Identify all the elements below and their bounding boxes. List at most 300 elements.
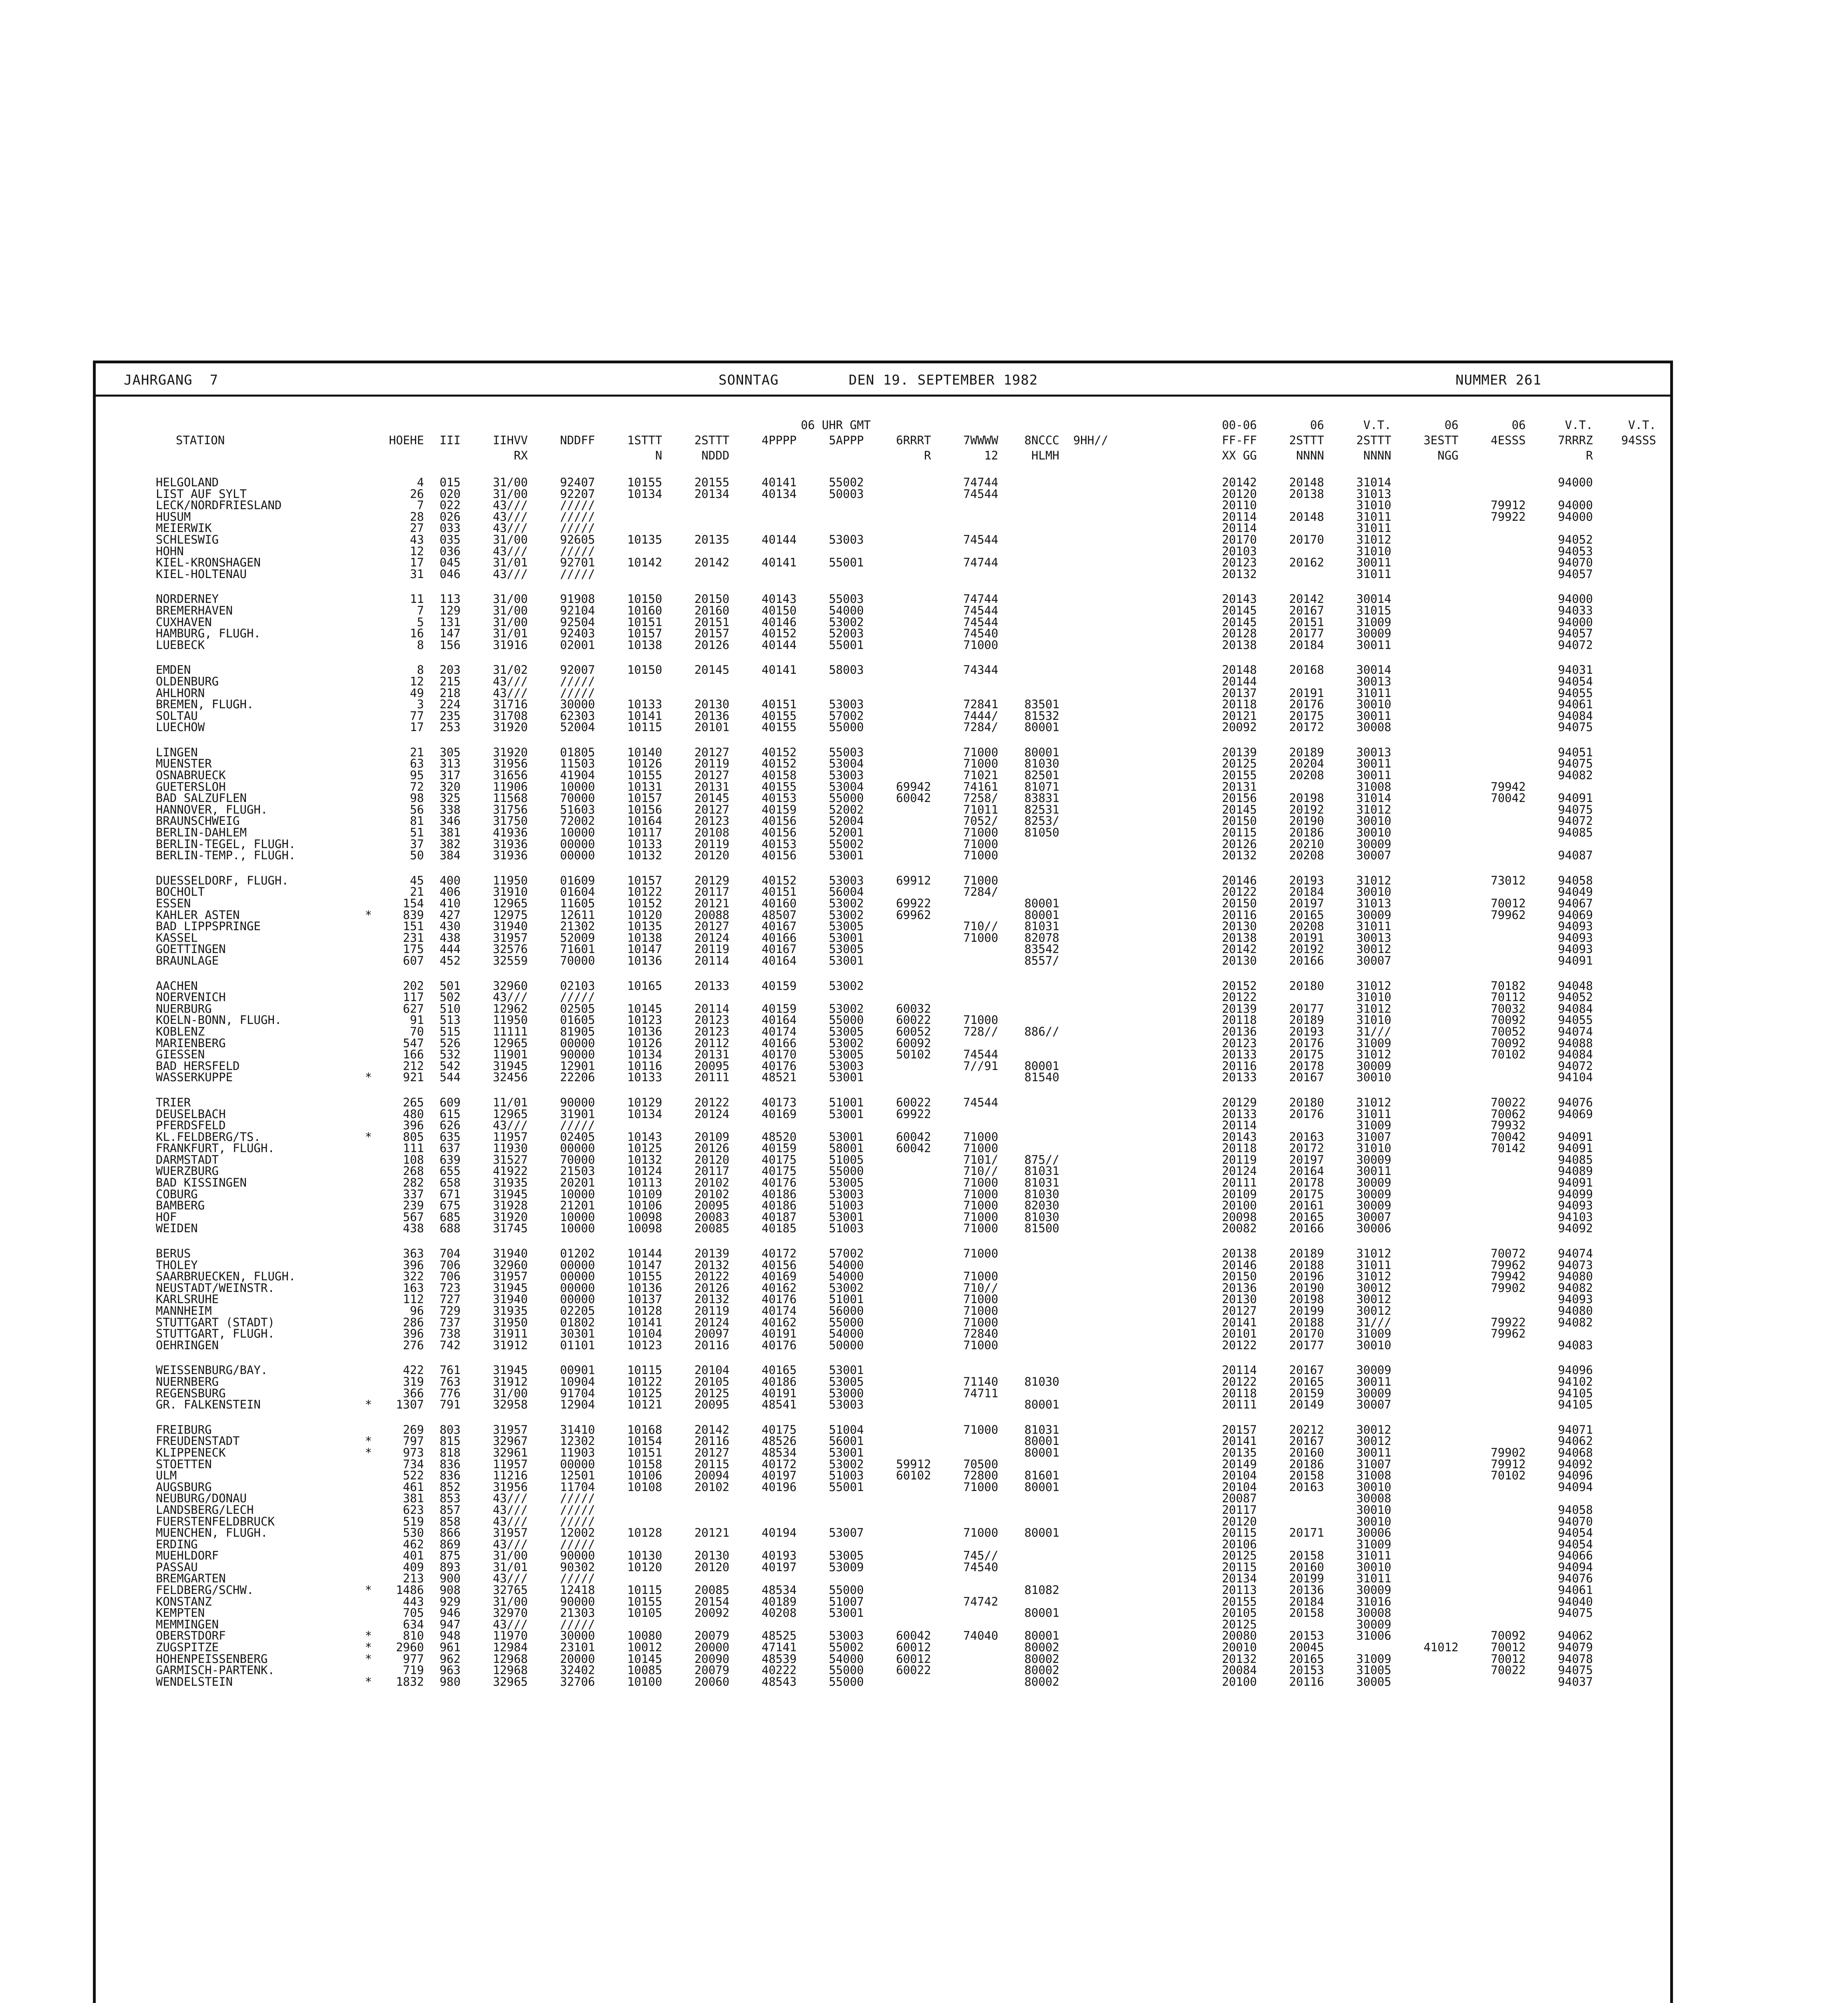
table-cell: 94096 — [1558, 1364, 1593, 1376]
table-cell: 71000 — [963, 850, 998, 861]
table-row — [108, 1664, 1662, 1676]
table-cell — [1114, 557, 1208, 568]
table-cell: 51003 — [829, 1223, 864, 1235]
table-cell: 20170 — [1289, 1328, 1324, 1340]
table-cell: 43/// — [493, 568, 528, 580]
table-cell: 20104 — [1222, 1481, 1257, 1493]
table-row — [108, 477, 1662, 488]
table-cell: 31527 — [493, 1154, 528, 1166]
table-cell: 40153 — [761, 838, 797, 850]
table-cell: 615 — [439, 1108, 461, 1120]
table-cell — [870, 676, 937, 687]
table-cell: 175 — [403, 943, 424, 955]
table-cell: 20119 — [694, 758, 730, 770]
table-cell: 31/00 — [493, 477, 528, 488]
table-cell — [1004, 1619, 1065, 1630]
table-cell: 71021 — [963, 770, 998, 781]
table-cell: 71000 — [963, 1014, 998, 1026]
table-cell: 55003 — [829, 746, 864, 758]
table-cell: 10134 — [627, 488, 662, 500]
column-header — [735, 448, 802, 463]
table-cell — [1114, 1527, 1208, 1539]
table-cell — [870, 628, 937, 639]
column-header: NGG — [1437, 449, 1459, 462]
table-cell: 963 — [439, 1664, 461, 1676]
table-cell: 31656 — [493, 770, 528, 781]
table-cell: 60052 — [896, 1026, 931, 1038]
table-cell: 30008 — [1356, 1493, 1391, 1504]
table-cell: 40155 — [761, 781, 797, 793]
table-cell: 20118 — [1222, 1387, 1257, 1399]
mountain-marker — [360, 1470, 377, 1481]
station-name: LECK/NORDFRIESLAND — [156, 500, 282, 511]
table-cell: 30014 — [1356, 593, 1391, 605]
table-cell — [870, 488, 937, 500]
column-header: 2STTT — [1289, 433, 1324, 447]
table-cell — [870, 699, 937, 710]
table-cell: 92007 — [560, 664, 595, 676]
table-cell: 20153 — [1289, 1630, 1324, 1642]
table-cell: 70112 — [1491, 991, 1526, 1003]
table-cell: 10136 — [627, 1282, 662, 1294]
station-name: THOLEY — [156, 1259, 198, 1271]
table-cell: 70500 — [963, 1458, 998, 1470]
column-header: HOEHE — [389, 433, 424, 447]
table-cell: 60012 — [896, 1653, 931, 1665]
table-cell: 10000 — [560, 1211, 595, 1223]
table-cell: 10150 — [627, 664, 662, 676]
table-cell — [1114, 991, 1208, 1003]
table-cell — [1004, 1131, 1065, 1143]
table-cell: 74040 — [963, 1630, 998, 1642]
table-cell: 60022 — [896, 1664, 931, 1676]
table-cell: 20098 — [1222, 1211, 1257, 1223]
table-cell: 763 — [439, 1376, 461, 1388]
table-row — [108, 1504, 1662, 1516]
table-cell — [870, 1388, 937, 1399]
table-cell: 94091 — [1558, 1177, 1593, 1189]
table-cell: 26 — [410, 488, 424, 500]
table-cell: 51001 — [829, 1096, 864, 1108]
table-cell — [1114, 898, 1208, 909]
table-cell: 31/01 — [493, 1561, 528, 1573]
table-cell: 31011 — [1356, 522, 1391, 534]
table-cell: 40170 — [761, 1049, 797, 1060]
table-cell — [870, 1562, 937, 1573]
table-cell: 20134 — [1222, 1573, 1257, 1585]
table-cell: 430 — [439, 921, 461, 932]
group-separator-cell — [108, 1411, 1662, 1424]
table-cell — [870, 511, 937, 523]
table-cell: 235 — [439, 710, 461, 722]
table-cell — [1065, 1211, 1114, 1223]
table-cell: 82531 — [1024, 804, 1059, 816]
table-cell — [937, 1504, 1004, 1516]
table-cell — [1065, 546, 1114, 557]
column-header: 6RRRT — [896, 433, 931, 447]
table-cell: 12501 — [560, 1470, 595, 1481]
group-separator — [108, 967, 1662, 980]
station-name: OBERSTDORF — [156, 1630, 226, 1642]
table-cell: 52003 — [829, 628, 864, 639]
mountain-marker — [360, 1120, 377, 1131]
table-cell: 20121 — [694, 1527, 730, 1539]
table-cell: 269 — [403, 1424, 424, 1436]
table-row — [108, 781, 1662, 793]
table-cell: 31945 — [493, 1282, 528, 1294]
table-cell — [1114, 1223, 1208, 1234]
table-cell: 91908 — [560, 593, 595, 605]
table-cell: 91 — [410, 1014, 424, 1026]
table-row — [108, 1177, 1662, 1189]
table-cell — [1397, 1328, 1464, 1340]
table-cell: 31911 — [493, 1328, 528, 1340]
table-cell — [1004, 1282, 1065, 1294]
table-cell: 20122 — [1222, 991, 1257, 1003]
table-cell: 40191 — [761, 1328, 797, 1340]
table-cell: 20158 — [1289, 1470, 1324, 1481]
table-row — [108, 1165, 1662, 1177]
table-cell: 40208 — [761, 1607, 797, 1619]
table-cell: 163 — [403, 1282, 424, 1294]
table-cell: ///// — [560, 1493, 595, 1504]
table-cell: 20160 — [1289, 1447, 1324, 1459]
table-cell: 10126 — [627, 1037, 662, 1049]
table-cell: 60102 — [896, 1470, 931, 1481]
table-row — [108, 1120, 1662, 1131]
table-cell: 81532 — [1024, 710, 1059, 722]
table-cell — [937, 1516, 1004, 1527]
table-row — [108, 1143, 1662, 1154]
table-cell — [1114, 827, 1208, 838]
table-cell — [1397, 1584, 1464, 1596]
table-cell: 10134 — [627, 1049, 662, 1060]
station-name: GOETTINGEN — [156, 943, 226, 955]
table-cell: 40185 — [761, 1223, 797, 1235]
table-cell — [870, 815, 937, 827]
table-cell: 70012 — [1491, 1642, 1526, 1653]
table-cell — [1397, 886, 1464, 898]
station-name: SOLTAU — [156, 710, 198, 722]
table-cell: 12968 — [493, 1653, 528, 1665]
table-cell: 20130 — [1222, 1294, 1257, 1305]
table-cell: 10135 — [627, 534, 662, 546]
station-name: ZUGSPITZE — [156, 1642, 219, 1653]
column-subheader-row — [108, 448, 1662, 463]
mountain-marker: * — [365, 1399, 372, 1411]
table-cell — [937, 1259, 1004, 1271]
table-cell — [1397, 534, 1464, 546]
mountain-marker — [360, 1504, 377, 1516]
table-cell: 31/00 — [493, 593, 528, 605]
table-cell — [1004, 676, 1065, 687]
table-cell — [1397, 1143, 1464, 1154]
column-header: STATION — [176, 433, 225, 447]
table-cell — [1114, 477, 1208, 488]
table-cell: 30006 — [1356, 1527, 1391, 1539]
table-cell — [1065, 1108, 1114, 1120]
table-cell: 30009 — [1356, 1387, 1391, 1399]
station-name: BRAUNSCHWEIG — [156, 815, 240, 827]
table-cell — [735, 546, 802, 557]
table-cell — [870, 1211, 937, 1223]
table-cell: 53001 — [829, 1131, 864, 1143]
table-cell — [1065, 1562, 1114, 1573]
table-cell: 53003 — [829, 1060, 864, 1072]
table-row — [108, 1014, 1662, 1026]
table-cell — [802, 1120, 870, 1131]
table-cell — [1464, 943, 1532, 955]
table-cell: 20127 — [694, 921, 730, 932]
table-cell — [1004, 1294, 1065, 1305]
table-cell: 10105 — [627, 1607, 662, 1619]
table-cell — [1464, 1364, 1532, 1376]
table-cell — [1065, 932, 1114, 944]
table-cell — [601, 1539, 668, 1550]
table-cell: 7052/ — [963, 815, 998, 827]
table-cell: 30012 — [1356, 1435, 1391, 1447]
table-cell — [1262, 500, 1330, 511]
table-cell — [1065, 955, 1114, 967]
mountain-marker — [360, 955, 377, 967]
table-cell: 20090 — [694, 1653, 730, 1665]
table-cell — [1397, 1388, 1464, 1399]
table-cell — [1114, 932, 1208, 944]
table-cell: 20131 — [1222, 781, 1257, 793]
table-cell: 40159 — [761, 1003, 797, 1015]
column-header: HLMH — [1031, 449, 1059, 462]
table-cell: 21503 — [560, 1165, 595, 1177]
table-cell: 30009 — [1356, 1154, 1391, 1166]
table-cell: 20117 — [694, 1165, 730, 1177]
table-cell: 40165 — [761, 1364, 797, 1376]
table-cell: 40151 — [761, 699, 797, 710]
table-cell: 20190 — [1289, 1282, 1324, 1294]
table-cell — [1464, 1200, 1532, 1211]
table-cell: 20114 — [1222, 511, 1257, 523]
table-cell — [1065, 687, 1114, 699]
table-cell: 10122 — [627, 886, 662, 898]
table-cell: 80002 — [1024, 1664, 1059, 1676]
table-cell — [870, 710, 937, 722]
table-cell: 20146 — [1222, 1259, 1257, 1271]
table-cell — [1065, 1223, 1114, 1234]
table-cell: 96 — [410, 1305, 424, 1317]
table-cell — [937, 1653, 1004, 1665]
table-cell — [1114, 522, 1208, 534]
table-cell: 31750 — [493, 815, 528, 827]
table-cell: 30012 — [1356, 1305, 1391, 1317]
table-cell: 20154 — [694, 1596, 730, 1608]
mountain-marker — [360, 710, 377, 722]
table-cell — [1114, 815, 1208, 827]
table-cell: 94076 — [1558, 1573, 1593, 1585]
table-cell: 10124 — [627, 1165, 662, 1177]
group-separator — [108, 861, 1662, 875]
table-cell: 20148 — [1289, 477, 1324, 488]
table-cell: 40146 — [761, 616, 797, 628]
table-cell: 10147 — [627, 943, 662, 955]
table-cell: 317 — [439, 770, 461, 781]
mountain-marker — [360, 639, 377, 651]
table-cell: 10115 — [627, 1584, 662, 1596]
group-separator — [108, 580, 1662, 593]
table-cell: 20145 — [1222, 804, 1257, 816]
table-cell: 74544 — [963, 605, 998, 617]
table-cell — [668, 546, 735, 557]
table-cell — [1397, 1189, 1464, 1200]
mountain-marker: * — [365, 1630, 372, 1642]
table-cell — [1114, 1481, 1208, 1493]
table-cell: 10141 — [627, 710, 662, 722]
table-cell: 71000 — [963, 1143, 998, 1154]
table-row — [108, 676, 1662, 687]
table-cell: 627 — [403, 1003, 424, 1015]
table-cell: 20149 — [1289, 1399, 1324, 1411]
table-cell: 31011 — [1356, 687, 1391, 699]
table-cell — [937, 676, 1004, 687]
table-cell — [1397, 546, 1464, 557]
table-cell — [1004, 477, 1065, 488]
table-cell: 20115 — [1222, 1527, 1257, 1539]
table-cell — [802, 1573, 870, 1584]
table-cell: 20150 — [1222, 1271, 1257, 1282]
table-cell: 737 — [439, 1316, 461, 1328]
table-cell: 20113 — [1222, 1584, 1257, 1596]
table-cell: 12968 — [493, 1664, 528, 1676]
station-name: GIESSEN — [156, 1049, 205, 1060]
table-cell: 43/// — [493, 522, 528, 534]
table-cell — [1464, 1305, 1532, 1317]
table-cell — [1397, 1003, 1464, 1015]
table-cell — [1004, 1573, 1065, 1584]
table-cell: 022 — [439, 500, 461, 511]
table-cell: 20133 — [1222, 1072, 1257, 1083]
table-cell: 40172 — [761, 1458, 797, 1470]
table-cell — [668, 1504, 735, 1516]
table-cell: 31945 — [493, 1364, 528, 1376]
table-cell: 71000 — [963, 639, 998, 651]
table-cell — [870, 1328, 937, 1340]
table-cell: 69962 — [896, 909, 931, 921]
table-cell: 40164 — [761, 955, 797, 967]
station-name: BRAUNLAGE — [156, 955, 219, 967]
table-cell: 12965 — [493, 898, 528, 909]
table-cell: 839 — [403, 909, 424, 921]
station-name: BAD HERSFELD — [156, 1060, 240, 1072]
column-header: 8NCCC — [1024, 433, 1059, 447]
table-cell: 53001 — [829, 850, 864, 861]
group-separator-cell — [108, 967, 1662, 980]
table-cell: 70182 — [1491, 980, 1526, 992]
table-row — [108, 1026, 1662, 1038]
table-row — [108, 1271, 1662, 1282]
column-header: 2STTT — [694, 433, 730, 447]
table-cell: 72800 — [963, 1470, 998, 1481]
table-cell: 869 — [439, 1538, 461, 1550]
table-cell — [937, 1584, 1004, 1596]
station-name: GUETERSLOH — [156, 781, 226, 793]
table-cell — [870, 617, 937, 628]
table-cell: 12 — [410, 545, 424, 557]
table-cell: 31012 — [1356, 804, 1391, 816]
table-row — [108, 1072, 1662, 1083]
table-cell — [802, 676, 870, 687]
table-cell: 31015 — [1356, 605, 1391, 617]
mountain-marker — [360, 676, 377, 687]
table-row — [108, 1435, 1662, 1447]
table-cell: 31/02 — [493, 664, 528, 676]
table-cell: 81031 — [1024, 921, 1059, 932]
table-cell — [1114, 758, 1208, 770]
table-cell — [1065, 1328, 1114, 1340]
table-cell — [1397, 710, 1464, 722]
table-cell — [937, 1108, 1004, 1120]
table-cell: 727 — [439, 1294, 461, 1305]
table-cell: 20160 — [1289, 1561, 1324, 1573]
table-cell — [870, 605, 937, 617]
table-cell — [1397, 1459, 1464, 1470]
table-cell: 20191 — [1289, 932, 1324, 944]
table-cell — [1464, 1177, 1532, 1189]
table-cell: 52002 — [829, 804, 864, 816]
table-cell: 94033 — [1558, 605, 1593, 617]
table-cell: 11605 — [560, 898, 595, 909]
table-cell — [668, 1573, 735, 1584]
table-cell: 20145 — [1222, 605, 1257, 617]
table-row — [108, 617, 1662, 628]
column-header — [802, 448, 870, 463]
table-cell — [870, 546, 937, 557]
table-cell: 20102 — [694, 1481, 730, 1493]
mountain-marker — [360, 1248, 377, 1259]
mountain-marker — [360, 1189, 377, 1200]
table-cell: 31/00 — [493, 534, 528, 546]
table-row — [108, 1584, 1662, 1596]
table-cell: 40176 — [761, 1060, 797, 1072]
mountain-marker — [360, 477, 377, 488]
table-cell — [1464, 1072, 1532, 1083]
table-row — [108, 1459, 1662, 1470]
table-cell: 20189 — [1289, 746, 1324, 758]
table-row — [108, 909, 1662, 921]
table-cell: 53003 — [829, 1188, 864, 1200]
table-cell — [1397, 875, 1464, 887]
table-cell — [1065, 1305, 1114, 1317]
table-cell: 80001 — [1024, 1527, 1059, 1539]
table-cell — [1065, 500, 1114, 511]
table-cell — [1531, 1120, 1598, 1131]
table-cell: 92207 — [560, 488, 595, 500]
table-cell: 52001 — [829, 827, 864, 838]
table-cell: 70092 — [1491, 1037, 1526, 1049]
table-cell: 32559 — [493, 955, 528, 967]
table-row — [108, 1539, 1662, 1550]
station-name: OSNABRUECK — [156, 770, 226, 781]
table-cell: 623 — [403, 1504, 424, 1516]
table-cell — [1397, 943, 1464, 955]
table-cell — [1397, 1317, 1464, 1328]
table-cell — [1114, 1165, 1208, 1177]
mountain-marker — [360, 838, 377, 850]
table-cell: 70 — [410, 1026, 424, 1038]
table-cell: 50000 — [829, 1339, 864, 1351]
table-cell: 020 — [439, 488, 461, 500]
mountain-marker — [360, 875, 377, 887]
table-cell: 94105 — [1558, 1399, 1593, 1411]
table-cell: 71000 — [963, 838, 998, 850]
table-cell — [1004, 1143, 1065, 1154]
